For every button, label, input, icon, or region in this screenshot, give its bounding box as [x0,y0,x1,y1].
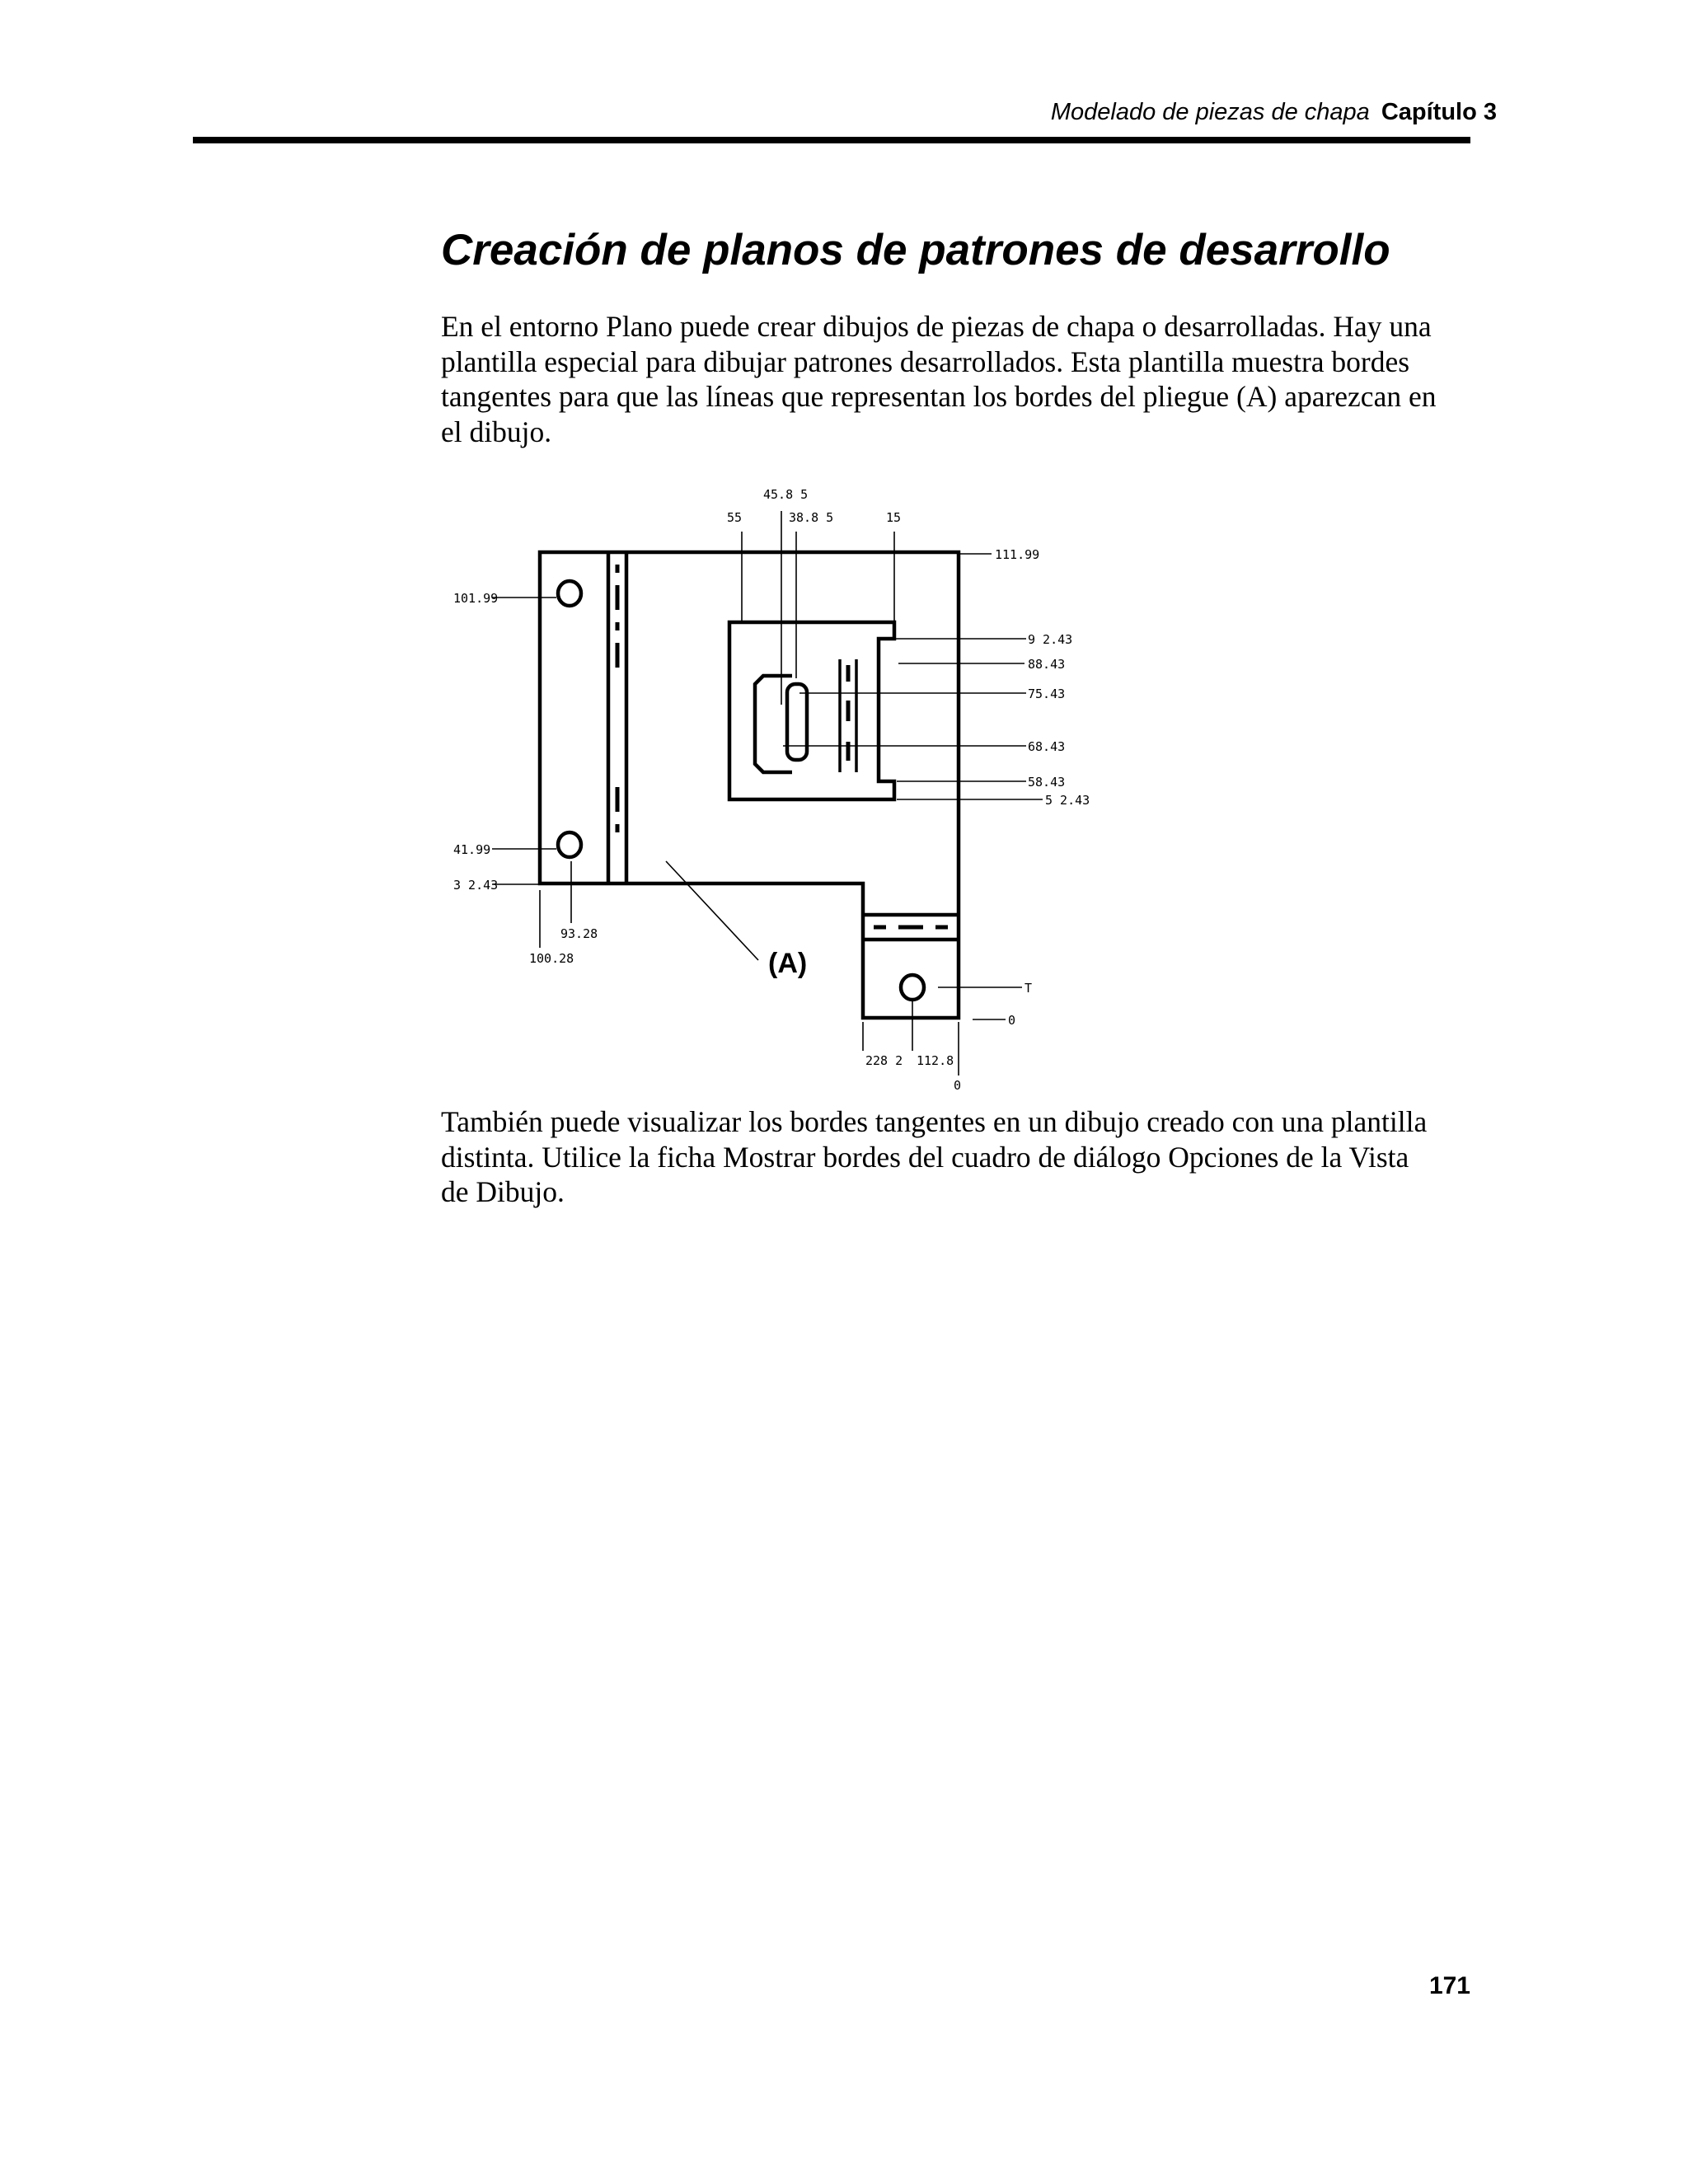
dim-label: 38.8 5 [789,510,834,525]
hole-icon [558,832,581,857]
flat-pattern-drawing [437,474,1104,1092]
dim-label: T [1025,981,1033,996]
dim-label: 112.8 [917,1053,954,1068]
intro-paragraph [441,309,1471,449]
page-number: 171 [1428,1972,1470,1999]
dim-label: 68.43 [1028,739,1066,754]
hole-icon [558,581,581,606]
dim-label: 100.28 [529,951,574,966]
section-title: Creación de planos de patrones de desarrollo [441,226,1390,274]
running-header [1051,97,1497,127]
text-line: tangentes para que las líneas que representan los bordes del pliegue (A) aparezcan en [441,380,1437,413]
text-line: plantilla especial para dibujar patrones desarrollados. Esta plantilla muestra bordes [441,344,1410,378]
dim-label: 3 2.43 [453,878,499,893]
chapter-title: Modelado de piezas de chapa [1050,99,1370,125]
dim-label: 0 [954,1078,962,1092]
text-line: También puede visualizar los bordes tangentes en un dibujo creado con una plantilla [441,1105,1428,1138]
dim-label: 15 [886,510,902,525]
chapter-number: Capítulo 3 [1381,99,1497,125]
header-rule [193,137,1470,143]
dim-label: 9 2.43 [1028,632,1073,647]
text-line: En el entorno Plano puede crear dibujos de piezas de chapa o desarrolladas. Hay una [441,310,1432,343]
closing-paragraph [441,1104,1471,1210]
dim-label: 5 2.43 [1045,793,1090,808]
dim-label: 93.28 [560,926,598,941]
hole-icon [901,975,924,1000]
text-line: de Dibujo. [441,1175,565,1208]
dim-label: 101.99 [453,591,499,606]
dim-label: 0 [1008,1013,1016,1028]
dim-label: 75.43 [1028,687,1066,701]
slot-oval [787,684,807,760]
text-line: distinta. Utilice la ficha Mostrar bordes del cuadro de diálogo Opciones de la Vista [441,1140,1409,1174]
dim-label: 111.99 [995,547,1040,562]
dim-label: 45.8 5 [763,487,809,502]
dim-label: 58.43 [1028,775,1066,790]
dim-label: 41.99 [453,842,491,857]
dim-label: 55 [727,510,743,525]
dim-label: 228 2 [865,1053,903,1068]
bend-callout-label: (A) [768,948,808,979]
text-line: el dibujo. [441,415,552,448]
dim-label: 88.43 [1028,657,1066,672]
